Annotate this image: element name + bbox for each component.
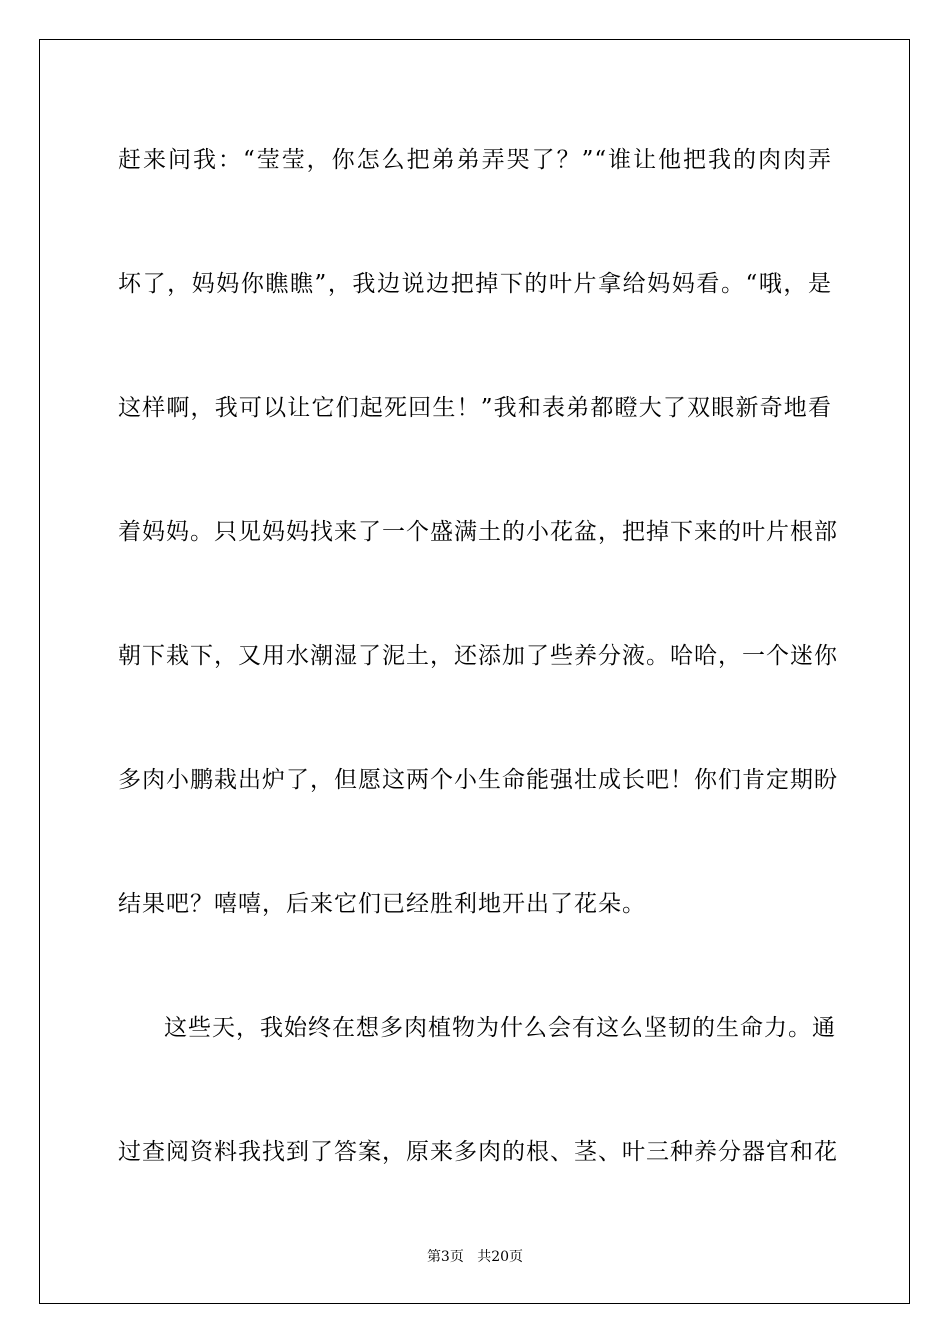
text-line-5: 朝下栽下，又用水潮湿了泥土，还添加了些养分液。哈哈，一个迷你 [118,643,838,669]
text-line-6: 多肉小鹏栽出炉了，但愿这两个小生命能强壮成长吧！你们肯定期盼 [118,767,838,793]
body-text [118,112,838,1228]
text-line-1: 赶来问我：“莹莹，你怎么把弟弟弄哭了？”“谁让他把我的肉肉弄 [118,147,832,173]
text-line-2: 坏了，妈妈你瞧瞧”，我边说边把掉下的叶片拿给妈妈看。“哦，是 [118,271,832,297]
text-line-7: 结果吧？嘻嘻，后来它们已经胜利地开出了花朵。 [118,891,646,917]
text-line-8: 这些天，我始终在想多肉植物为什么会有这么坚韧的生命力。通 [164,1015,836,1041]
text-line-4: 着妈妈。只见妈妈找来了一个盛满土的小花盆，把掉下来的叶片根部 [118,519,838,545]
text-line-3: 这样啊，我可以让它们起死回生！”我和表弟都瞪大了双眼新奇地看 [118,395,832,421]
page-footer [0,1246,950,1266]
text-line-9: 过查阅资料我找到了答案，原来多肉的根、茎、叶三种养分器官和花 [118,1139,838,1165]
page-total: 共20页 [477,1249,524,1265]
page-number: 第3页 [426,1249,464,1265]
